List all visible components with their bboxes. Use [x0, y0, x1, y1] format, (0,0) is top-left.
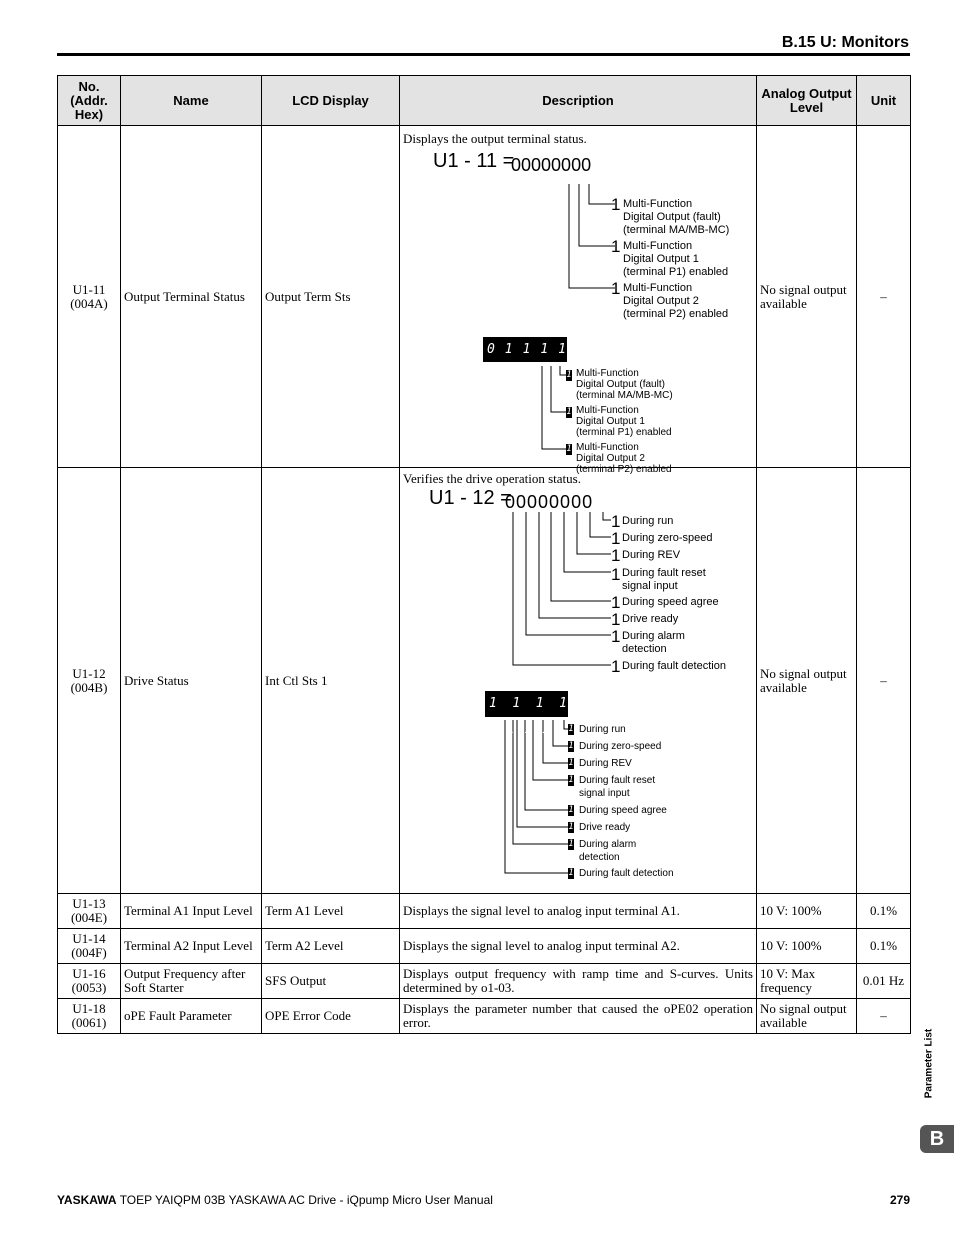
col-header-name: Name: [121, 76, 262, 126]
param-number: U1-12 (004B): [58, 468, 121, 894]
param-number: U1-16 (0053): [58, 964, 121, 999]
segment-indicator: 1: [568, 838, 574, 849]
table-row: [58, 126, 911, 468]
bit-label: During REV: [579, 757, 632, 769]
segment-indicator: 1: [568, 804, 574, 815]
bit-label: During zero-speed: [622, 531, 713, 544]
table-header-row: [58, 76, 911, 126]
analog-output-level: 10 V: 100%: [757, 894, 857, 929]
page-number: 279: [889, 1193, 910, 1207]
bit-label: During alarm detection: [622, 629, 685, 655]
param-description: Displays output frequency with ramp time and S-curves. Units determined by o1-03.: [400, 964, 757, 999]
bit-label: Multi-Function Digital Output 1 (terminal P1) enabled: [623, 239, 729, 278]
bit-one: 1: [611, 511, 621, 531]
lcd-display: 1 1 1 1 1 1 1 1: [485, 691, 568, 717]
bit-label: Drive ready: [622, 612, 679, 625]
unit: 0.1%: [857, 894, 911, 929]
bit-label: Drive ready: [579, 821, 631, 833]
table-row: [58, 964, 911, 999]
col-header-lcd: LCD Display: [262, 76, 400, 126]
bit-label: During speed agree: [579, 804, 667, 816]
analog-output-level: No signal output available: [757, 126, 857, 468]
segment-indicator: 1: [566, 406, 572, 417]
col-header-no: No. (Addr. Hex): [58, 76, 121, 126]
param-lcd: Output Term Sts: [262, 126, 400, 468]
bit-label: During fault detection: [579, 867, 674, 879]
bit-one: 1: [611, 528, 621, 548]
param-number: U1-13 (004E): [58, 894, 121, 929]
bit-label: During alarm detection: [579, 838, 637, 863]
bit-label: Multi-Function Digital Output (fault) (terminal MA/MB-MC): [576, 367, 673, 401]
side-tab-parameter-list: [921, 1024, 937, 1108]
param-lcd: Term A2 Level: [262, 929, 400, 964]
param-name: Terminal A1 Input Level: [121, 894, 262, 929]
segment-indicator: 1: [568, 740, 574, 751]
segment-indicator: 1: [568, 723, 574, 734]
segment-indicator: 1: [568, 867, 574, 878]
param-lcd: Term A1 Level: [262, 894, 400, 929]
analog-output-level: 10 V: Max frequency: [757, 964, 857, 999]
header-rule: [57, 53, 910, 56]
bit-one: 1: [611, 626, 621, 646]
param-number: U1-18 (0061): [58, 999, 121, 1034]
bit-label: During zero-speed: [579, 740, 662, 752]
table-row: [58, 468, 911, 894]
param-description: Displays the signal level to analog input terminal A2.: [400, 929, 757, 964]
param-name: Output Frequency after Soft Starter: [121, 964, 262, 999]
output-terminal-diagram: [403, 146, 753, 475]
segment-indicator: 1: [568, 757, 574, 768]
description-text: Verifies the drive operation status.: [403, 470, 581, 486]
segment-indicator: 1: [568, 774, 574, 785]
bit-label: During fault reset signal input: [579, 774, 656, 799]
analog-output-level: No signal output available: [757, 999, 857, 1034]
bit-one: 1: [611, 564, 621, 584]
u1-11-code: U1 - 11 =: [433, 149, 515, 172]
appendix-tab-b: B: [920, 1125, 954, 1153]
bit-one: 1: [611, 609, 621, 629]
segment-indicator: 1: [568, 821, 574, 832]
bit-one: 1: [611, 592, 621, 612]
table-row: [58, 999, 911, 1034]
param-name: Drive Status: [121, 468, 262, 894]
param-lcd: SFS Output: [262, 964, 400, 999]
drive-status-diagram: [403, 486, 753, 890]
bit-label: During run: [622, 514, 674, 527]
u1-11-bits: 00000000: [511, 154, 592, 175]
bit-label: During fault reset signal input: [622, 566, 706, 592]
segment-indicator: 1: [566, 369, 572, 380]
description-text: Displays the output terminal status.: [403, 130, 587, 146]
param-lcd: OPE Error Code: [262, 999, 400, 1034]
page-footer: [57, 1193, 910, 1207]
unit: 0.01 Hz: [857, 964, 911, 999]
bit-one: 1: [611, 194, 621, 214]
param-lcd: Int Ctl Sts 1: [262, 468, 400, 894]
bit-label: During speed agree: [622, 595, 719, 608]
lcd-display: 0 1 1 1 1 1 1 1: [483, 337, 567, 362]
param-name: Output Terminal Status: [121, 126, 262, 468]
unit: –: [857, 126, 911, 468]
param-name: oPE Fault Parameter: [121, 999, 262, 1034]
col-header-description: Description: [400, 76, 757, 126]
bracket-lines: [403, 486, 753, 890]
bit-label: Multi-Function Digital Output 2 (terminal P2) enabled: [623, 281, 729, 320]
bit-one: 1: [611, 656, 621, 676]
bit-one: 1: [611, 545, 621, 565]
param-description: [400, 126, 757, 475]
monitor-table: [57, 75, 911, 1034]
param-name: Terminal A2 Input Level: [121, 929, 262, 964]
param-description: [400, 468, 757, 894]
bit-label: During run: [579, 723, 626, 735]
param-number: U1-14 (004F): [58, 929, 121, 964]
section-title: B.15 U: Monitors: [781, 34, 909, 51]
unit: 0.1%: [857, 929, 911, 964]
table-row: [58, 894, 911, 929]
table-row: [58, 929, 911, 964]
col-header-unit: Unit: [857, 76, 911, 126]
bit-label: During REV: [622, 548, 681, 561]
segment-indicator: 1: [566, 443, 572, 454]
param-description: Displays the signal level to analog input terminal A1.: [400, 894, 757, 929]
bit-label: Multi-Function Digital Output (fault) (terminal MA/MB-MC): [623, 197, 730, 236]
u1-12-code: U1 - 12 =: [429, 486, 512, 509]
unit: –: [857, 999, 911, 1034]
analog-output-level: 10 V: 100%: [757, 929, 857, 964]
bit-label: Multi-Function Digital Output 1 (terminal P1) enabled: [576, 404, 672, 438]
bit-one: 1: [611, 236, 621, 256]
col-header-analog: Analog Output Level: [757, 76, 857, 126]
footer-brand: YASKAWA: [57, 1193, 117, 1207]
param-description: Displays the parameter number that caused the oPE02 operation error.: [400, 999, 757, 1034]
analog-output-level: No signal output available: [757, 468, 857, 894]
footer-manual-title: TOEP YAIQPM 03B YASKAWA AC Drive - iQpump Micro User Manual: [116, 1193, 493, 1207]
param-number: U1-11 (004A): [58, 126, 121, 468]
bit-label: Multi-Function Digital Output 2 (terminal P2) enabled: [576, 441, 672, 475]
unit: –: [857, 468, 911, 894]
u1-12-bits: 00000000: [505, 491, 594, 512]
bit-label: During fault detection: [622, 659, 726, 672]
bit-one: 1: [611, 278, 621, 298]
side-tab-label: Parameter List: [923, 1028, 935, 1099]
